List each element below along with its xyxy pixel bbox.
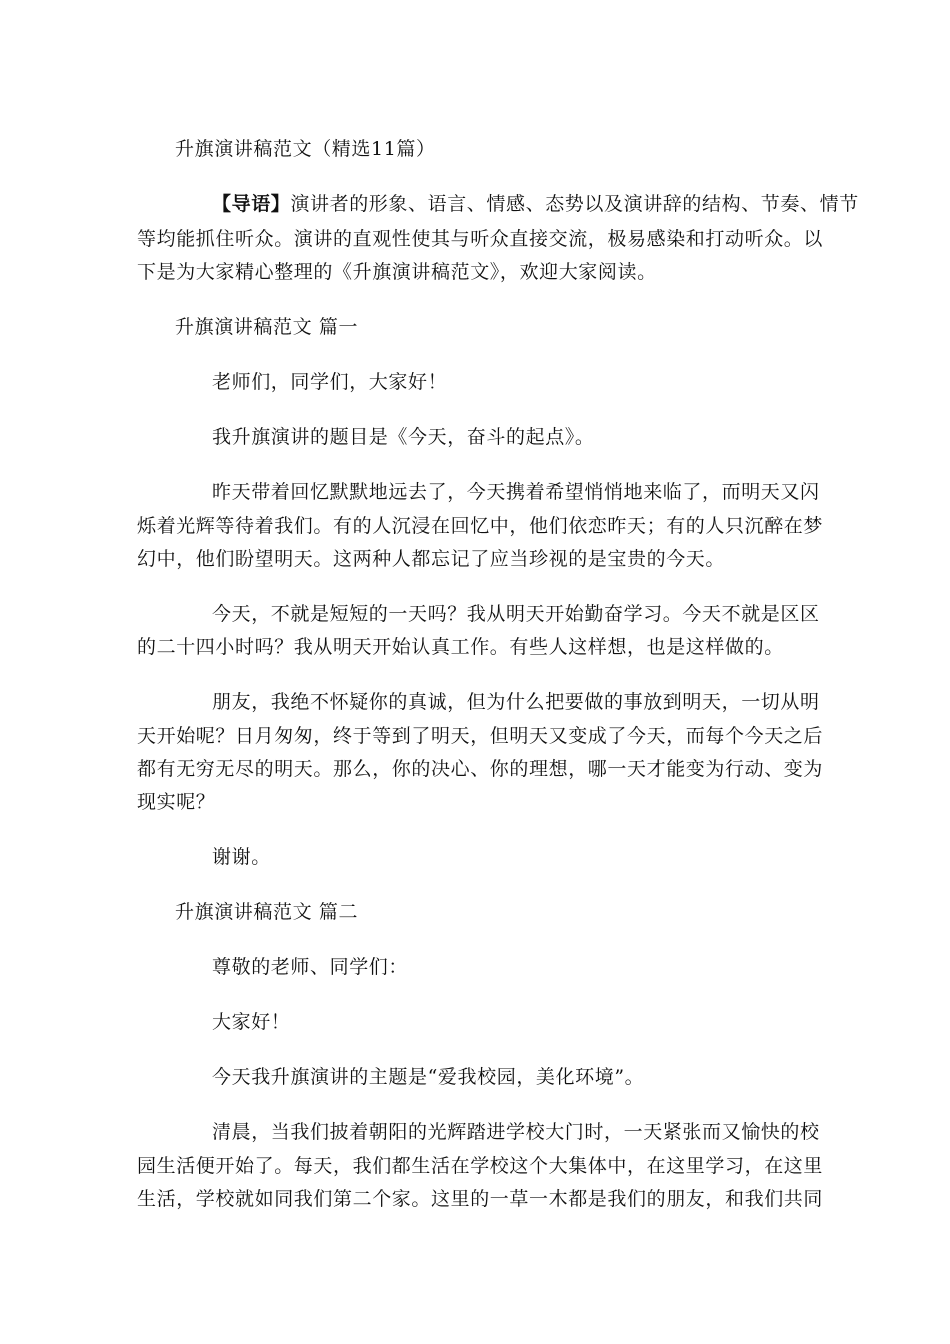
section1-p3-line-2: 烁着光辉等待着我们。有的人沉浸在回忆中，他们依恋昨天；有的人只沉醉在梦 <box>137 515 824 537</box>
section2-p4-line-1: 清晨，当我们披着朝阳的光辉踏进学校大门时，一天紧张而又愉快的校 <box>212 1121 820 1143</box>
section1-topic: 我升旗演讲的题目是《今天，奋斗的起点》。 <box>212 426 595 448</box>
section1-p4-line-2: 的二十四小时吗？我从明天开始认真工作。有些人这样想，也是这样做的。 <box>137 636 784 658</box>
intro-text-1: 演讲者的形象、语言、情感、态势以及演讲辞的结构、节奏、情节 <box>290 193 859 215</box>
intro-line-3: 下是为大家精心整理的《升旗演讲稿范文》，欢迎大家阅读。 <box>137 261 657 283</box>
section2-greeting: 大家好！ <box>212 1011 291 1033</box>
section2-topic: 今天我升旗演讲的主题是“爱我校园，美化环境”。 <box>212 1066 645 1088</box>
section1-p5-line-2: 天开始呢？日月匆匆，终于等到了明天，但明天又变成了今天，而每个今天之后 <box>137 725 824 747</box>
section1-p5-line-1: 朋友，我绝不怀疑你的真诚，但为什么把要做的事放到明天，一切从明 <box>212 691 820 713</box>
intro-line-1 <box>212 191 859 217</box>
section2-p4-line-2: 园生活便开始了。每天，我们都生活在学校这个大集体中，在这里学习，在这里 <box>137 1155 824 1177</box>
section1-p5-line-4: 现实呢？ <box>137 791 216 813</box>
section2-salutation: 尊敬的老师、同学们： <box>212 956 409 978</box>
section1-greeting: 老师们，同学们，大家好！ <box>212 371 448 393</box>
section1-thanks: 谢谢。 <box>212 846 271 868</box>
section2-p4-line-3: 生活，学校就如同我们第二个家。这里的一草一木都是我们的朋友，和我们共同 <box>137 1188 824 1210</box>
intro-line-2: 等均能抓住听众。演讲的直观性使其与听众直接交流，极易感染和打动听众。以 <box>137 228 824 250</box>
section1-p5-line-3: 都有无穷无尽的明天。那么，你的决心、你的理想，哪一天才能变为行动、变为 <box>137 758 824 780</box>
section2-heading: 升旗演讲稿范文 篇二 <box>175 901 359 923</box>
section1-heading: 升旗演讲稿范文 篇一 <box>175 316 359 338</box>
section1-p3-line-1: 昨天带着回忆默默地远去了，今天携着希望悄悄地来临了，而明天又闪 <box>212 481 820 503</box>
document-title: 升旗演讲稿范文（精选11篇） <box>175 138 436 160</box>
section1-p4-line-1: 今天，不就是短短的一天吗？我从明天开始勤奋学习。今天不就是区区 <box>212 603 820 625</box>
intro-label: 【导语】 <box>212 193 291 215</box>
section1-p3-line-3: 幻中，他们盼望明天。这两种人都忘记了应当珍视的是宝贵的今天。 <box>137 548 726 570</box>
